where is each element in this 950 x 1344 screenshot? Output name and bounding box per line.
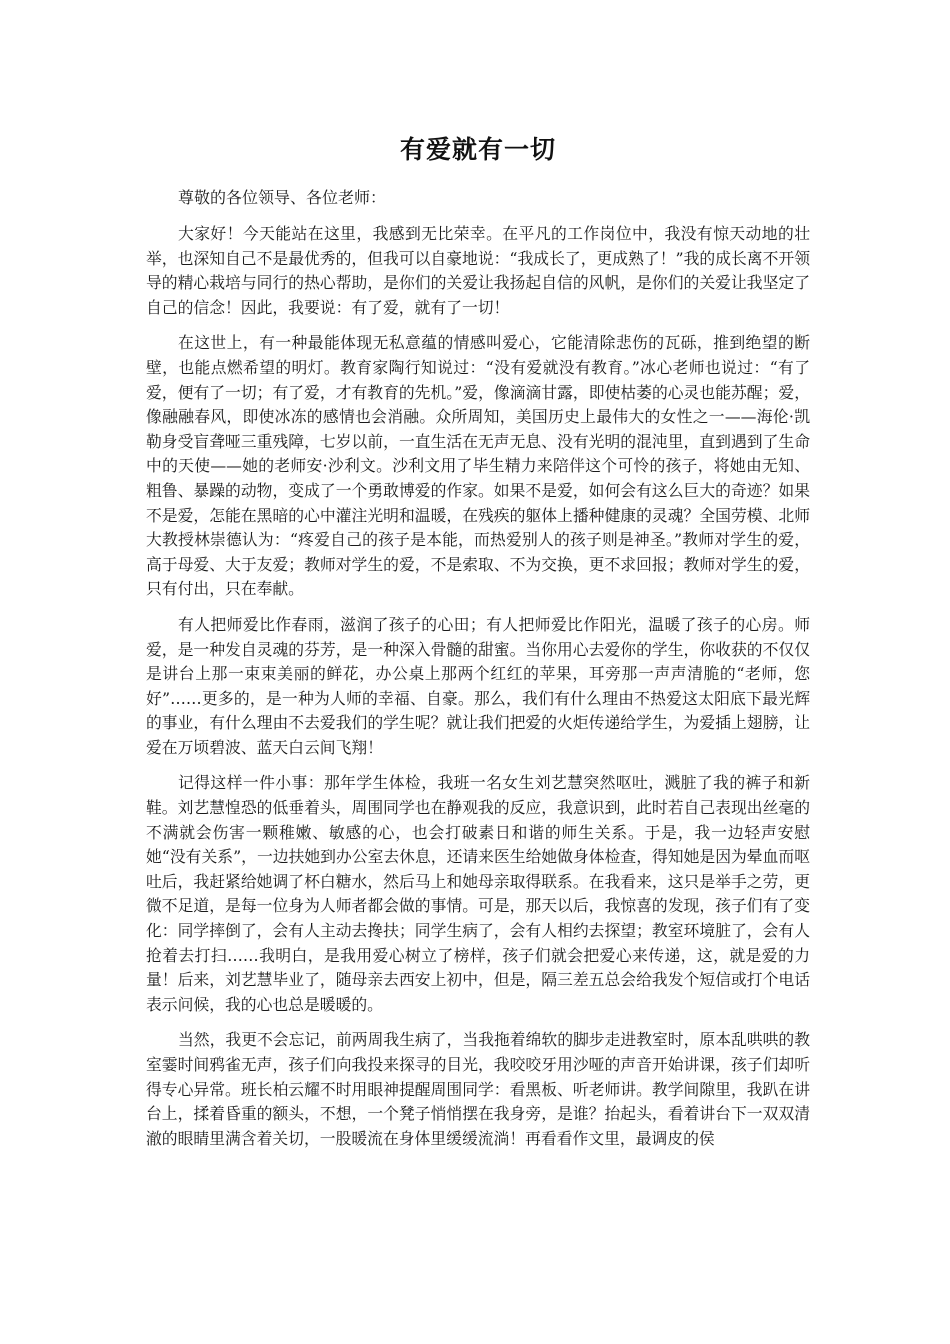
paragraph-5: 当然，我更不会忘记，前两周我生病了，当我拖着绵软的脚步走进教室时，原本乱哄哄的教室霎时间鸦雀无声，孩子们向我投来探寻的目光，我咬咬牙用沙哑的声音开始讲课，孩子们却听得专心异常。班长柏云耀不时用眼神提醒周围同学：看黑板、听老师讲。教学间隙里，我趴在讲台上，揉着昏重的额头，不想，一个凳子悄悄摆在我身旁，是谁？抬起头，看着讲台下一双双清澈的眼睛里满含着关切，一股暖流在身体里缓缓流淌！再看看作文里，最调皮的侯 bbox=[146, 1030, 810, 1148]
salutation: 尊敬的各位领导、各位老师： bbox=[178, 188, 387, 207]
document-title: 有爱就有一切 bbox=[399, 135, 556, 164]
paragraph-3: 有人把师爱比作春雨，滋润了孩子的心田；有人把师爱比作阳光，温暖了孩子的心房。师爱，是一种发自灵魂的芬芳，是一种深入骨髓的甜蜜。当你用心去爱你的学生，你收获的不仅仅是讲台上那一束束美丽的鲜花，办公桌上那两个红红的苹果，耳旁那一声声清脆的“老师，您好”……更多的，是一种为人师的幸福、自豪。那么，我们有什么理由不热爱这太阳底下最光辉的事业，有什么理由不去爱我们的学生呢？就让我们把爱的火炬传递给学生，为爱插上翅膀，让爱在万顷碧波、蓝天白云间飞翔！ bbox=[146, 614, 810, 757]
paragraph-4: 记得这样一件小事：那年学生体检，我班一名女生刘艺慧突然呕吐，溅脏了我的裤子和新鞋。刘艺慧惶恐的低垂着头，周围同学也在静观我的反应，我意识到，此时若自己表现出丝毫的不满就会伤害一颗稚嫩、敏感的心，也会打破素日和谐的师生关系。于是，我一边轻声安慰她“没有关系”，一边扶她到办公室去休息，还请来医生给她做身体检查，得知她是因为晕血而呕吐后，我赶紧给她调了杯白糖水，然后马上和她母亲取得联系。在我看来，这只是举手之劳，更微不足道，是每一位身为人师者都会做的事情。可是，那天以后，我惊喜的发现，孩子们有了变化：同学摔倒了，会有人主动去搀扶；同学生病了，会有人相约去探望；教室环境脏了，会有人抢着去打扫……我明白，是我用爱心树立了榜样，孩子们就会把爱心来传递，这，就是爱的力量！后来，刘艺慧毕业了，随母亲去西安上初中，但是，隔三差五总会给我发个短信或打个电话表示问候，我的心也总是暖暖的。 bbox=[146, 773, 810, 1014]
paragraph-1: 大家好！今天能站在这里，我感到无比荣幸。在平凡的工作岗位中，我没有惊天动地的壮举，也深知自己不是最优秀的，但我可以自豪地说：“我成长了，更成熟了！”我的成长离不开领导的精心栽培与同行的热心帮助，是你们的关爱让我扬起自信的风帆，是你们的关爱让我坚定了自己的信念！因此，我要说：有了爱，就有了一切！ bbox=[146, 224, 810, 317]
paragraph-2: 在这世上，有一种最能体现无私意蕴的情感叫爱心，它能清除悲伤的瓦砾，推到绝望的断壁，也能点燃希望的明灯。教育家陶行知说过：“没有爱就没有教育。”冰心老师也说过：“有了爱，便有了一切；有了爱，才有教育的先机。”爱，像滴滴甘露，即使枯萎的心灵也能苏醒；爱，像融融春风，即使冰冻的感情也会消融。众所周知，美国历史上最伟大的女性之一——海伦·凯勒身受盲聋哑三重残障，七岁以前，一直生活在无声无息、没有光明的混沌里，直到遇到了生命中的天使——她的老师安·沙利文。沙利文用了毕生精力来陪伴这个可怜的孩子，将她由无知、粗鲁、暴躁的动物，变成了一个勇敢博爱的作家。如果不是爱，如何会有这么巨大的奇迹？如果不是爱，怎能在黑暗的心中灌注光明和温暖，在残疾的躯体上播种健康的灵魂？全国劳模、北师大教授林崇德认为：“疼爱自己的孩子是本能，而热爱别人的孩子则是神圣。”教师对学生的爱，高于母爱、大于友爱；教师对学生的爱，不是索取、不为交换，更不求回报；教师对学生的爱，只有付出，只在奉献。 bbox=[146, 333, 810, 599]
document-page bbox=[146, 130, 810, 1162]
